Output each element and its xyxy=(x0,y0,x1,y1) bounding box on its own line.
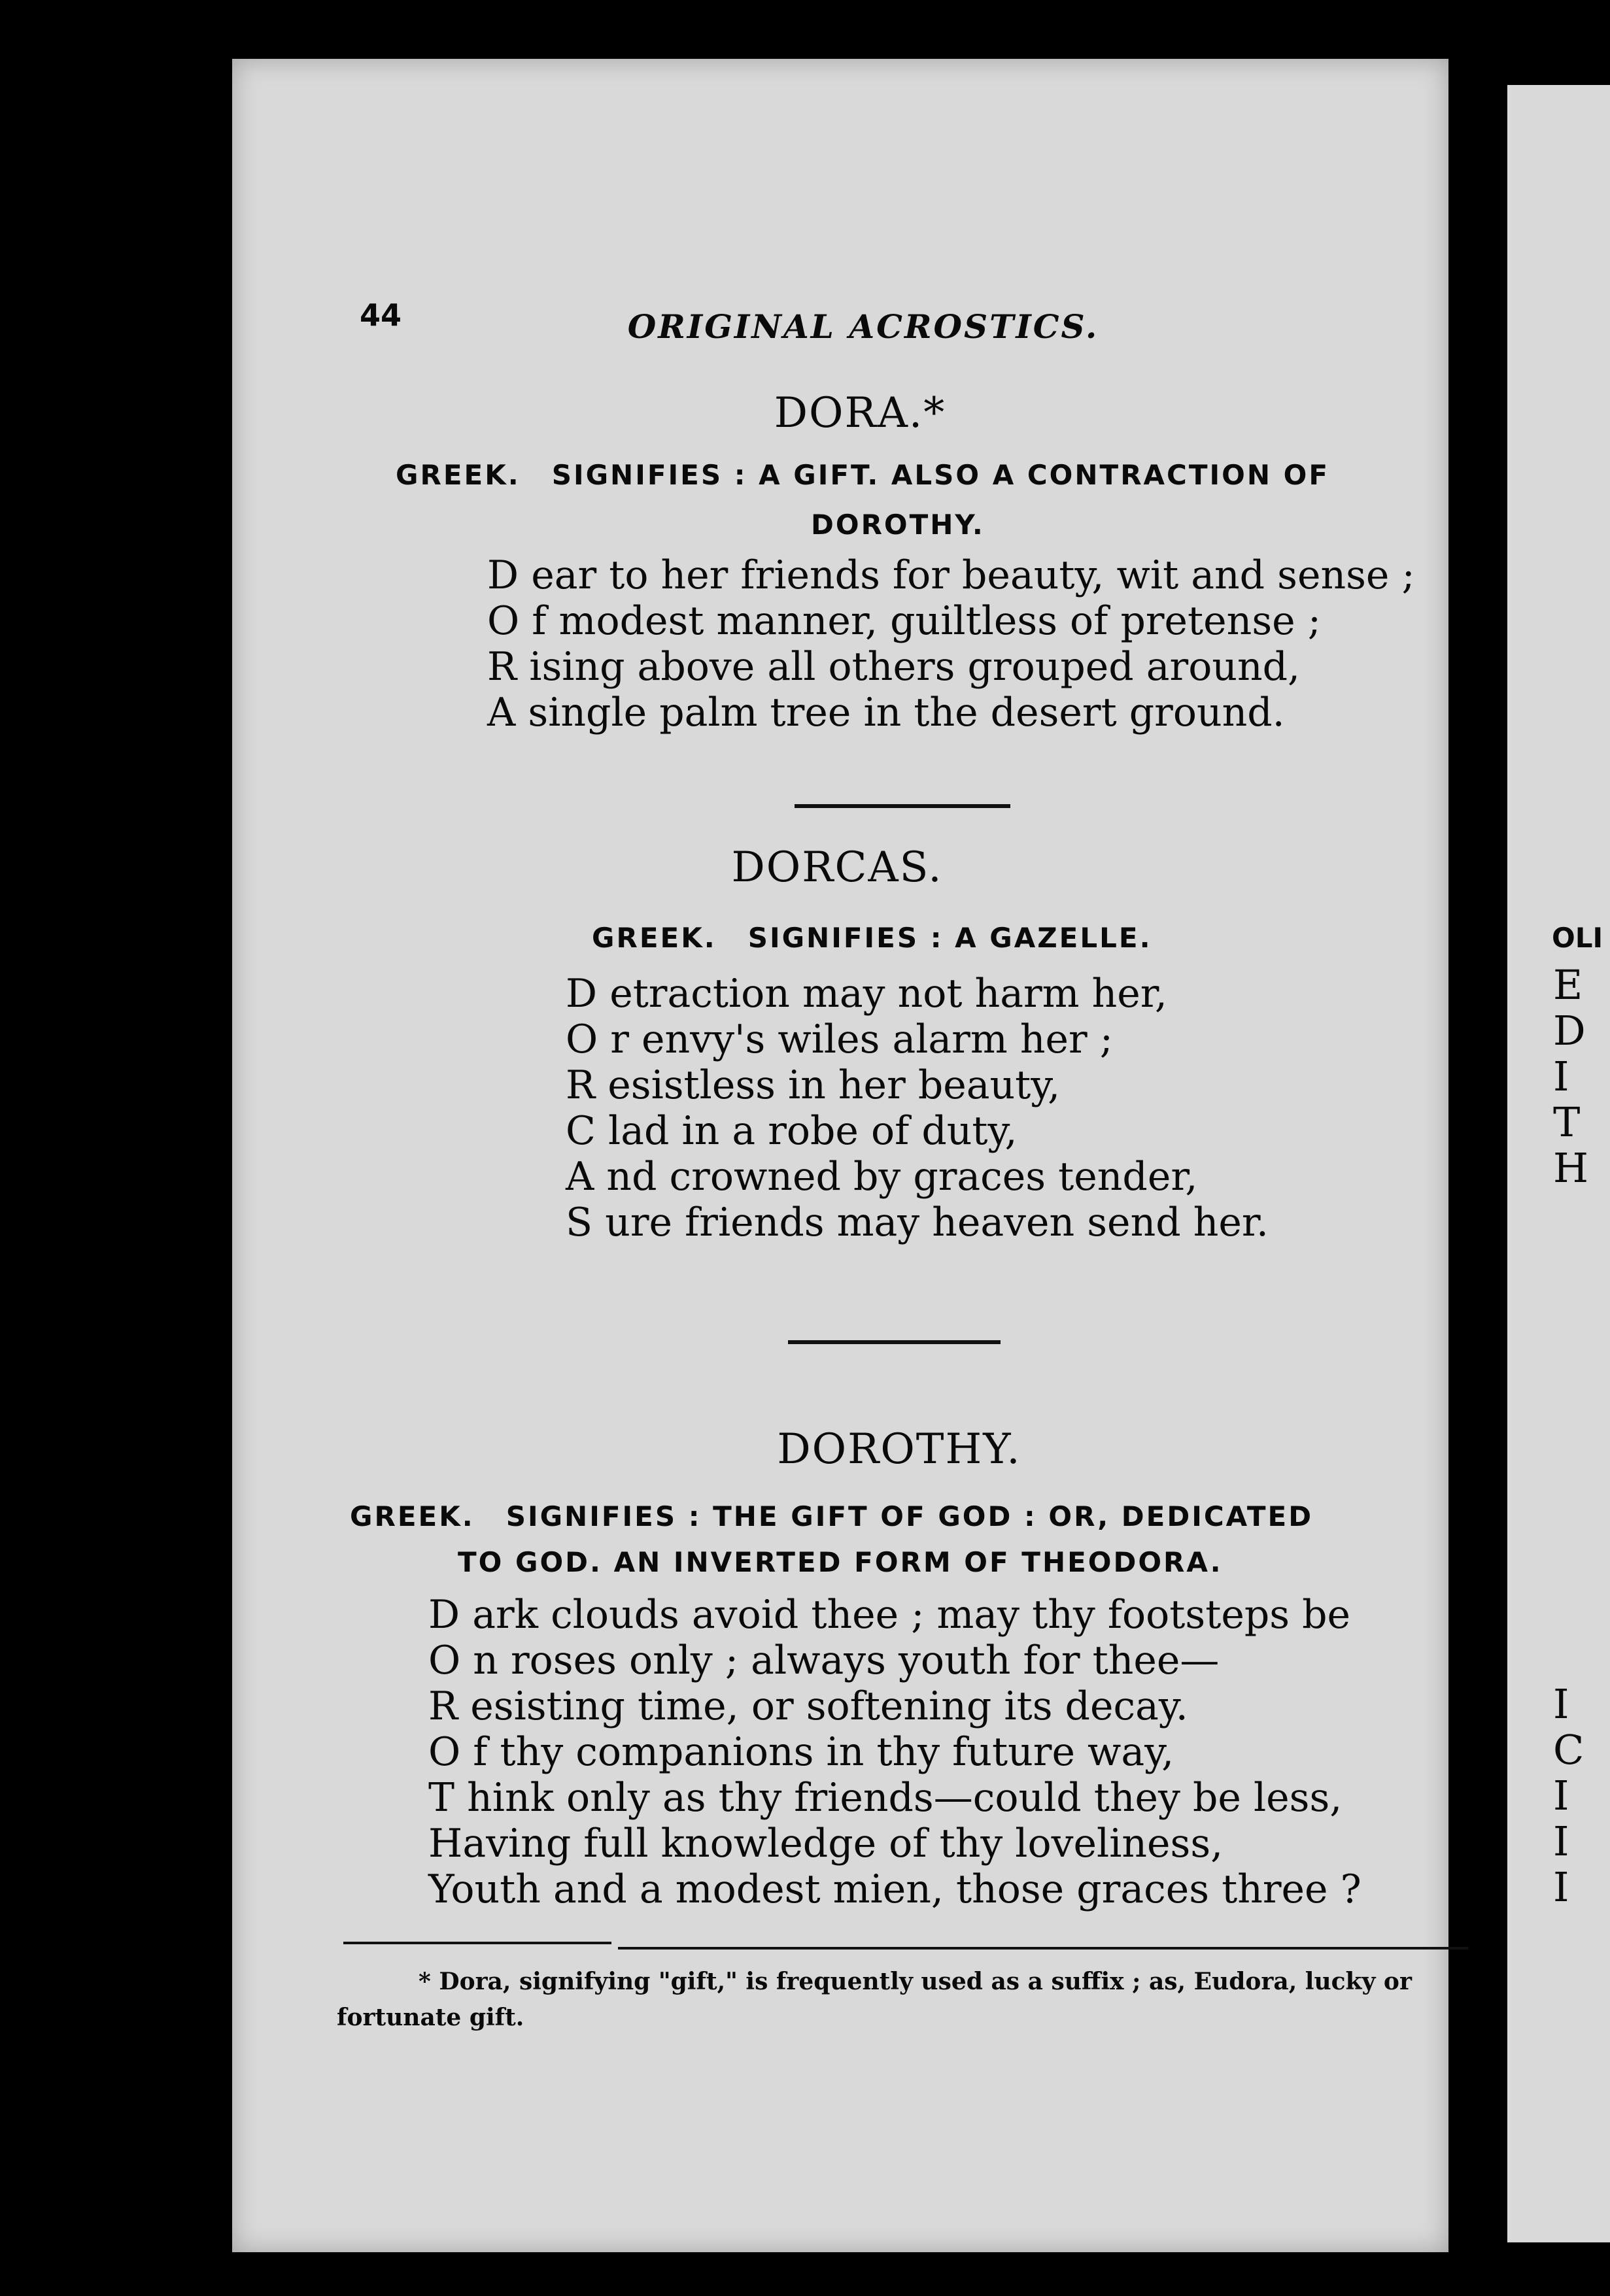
page-number: 44 xyxy=(360,297,402,333)
section-divider xyxy=(788,1340,1001,1344)
footnote-text: fortunate gift. xyxy=(337,2004,524,2031)
footnote-rule xyxy=(343,1942,611,1944)
entry-meaning-line: SIGNIFIES : THE GIFT OF GOD : OR, DEDICATED xyxy=(505,1500,1314,1532)
facing-page-label: OLI xyxy=(1552,922,1603,954)
acrostic-line: S ure friends may heaven send her. xyxy=(566,1200,1269,1245)
facing-page-fragment xyxy=(1507,85,1610,2242)
book-page xyxy=(232,59,1448,2252)
acrostic-line: R esisting time, or softening its decay. xyxy=(428,1683,1188,1729)
facing-page-letter: I xyxy=(1553,1772,1569,1819)
facing-page-letter: I xyxy=(1553,1680,1569,1728)
entry-meaning-dorcas xyxy=(592,922,1152,954)
acrostic-line: A single palm tree in the desert ground. xyxy=(487,690,1285,735)
running-head: ORIGINAL ACROSTICS. xyxy=(627,307,1099,346)
footnote-rule xyxy=(618,1947,1468,1950)
acrostic-line: D ear to her friends for beauty, wit and sense ; xyxy=(487,552,1415,598)
facing-page-letter: H xyxy=(1553,1144,1589,1192)
acrostic-line: D ark clouds avoid thee ; may thy footsteps be xyxy=(428,1592,1351,1638)
acrostic-line: R esistless in her beauty, xyxy=(566,1062,1061,1108)
facing-page-letter: I xyxy=(1553,1053,1569,1100)
facing-page-letter: C xyxy=(1553,1726,1584,1774)
entry-title-dora: DORA.* xyxy=(774,389,946,437)
footnote-text: * Dora, signifying "gift," is frequently used as a suffix ; as, Eudora, lucky or xyxy=(419,1968,1412,1995)
facing-page-letter: I xyxy=(1553,1817,1569,1865)
entry-meaning-dorothy xyxy=(350,1500,1313,1532)
facing-page-letter: D xyxy=(1553,1007,1586,1055)
entry-meaning-dora-cont: DOROTHY. xyxy=(811,509,985,541)
section-divider xyxy=(795,804,1010,808)
entry-meaning-line: SIGNIFIES : A GIFT. ALSO A CONTRACTION OF xyxy=(551,459,1330,491)
entry-meaning-dora xyxy=(396,459,1329,491)
entry-title-dorothy: DOROTHY. xyxy=(777,1425,1021,1474)
facing-page-letter: T xyxy=(1553,1098,1581,1146)
acrostic-line: R ising above all others grouped around, xyxy=(487,644,1301,690)
acrostic-line: A nd crowned by graces tender, xyxy=(566,1154,1198,1200)
acrostic-line: D etraction may not harm her, xyxy=(566,971,1167,1017)
entry-meaning-dorothy-cont: TO GOD. AN INVERTED FORM OF THEODORA. xyxy=(458,1546,1223,1578)
facing-page-letter: E xyxy=(1553,961,1583,1009)
acrostic-line: C lad in a robe of duty, xyxy=(566,1108,1018,1154)
entry-meaning-line: SIGNIFIES : A GAZELLE. xyxy=(747,922,1152,954)
entry-origin: GREEK. xyxy=(396,459,521,491)
acrostic-line: Youth and a modest mien, those graces three ? xyxy=(428,1866,1362,1912)
acrostic-line: O n roses only ; always youth for thee— xyxy=(428,1638,1220,1683)
acrostic-line: O f modest manner, guiltless of pretense ; xyxy=(487,598,1321,644)
entry-title-dorcas: DORCAS. xyxy=(731,843,943,892)
acrostic-line: T hink only as thy friends—could they be less, xyxy=(428,1775,1343,1821)
entry-origin: GREEK. xyxy=(592,922,717,954)
acrostic-line: O r envy's wiles alarm her ; xyxy=(566,1017,1113,1062)
acrostic-line: O f thy companions in thy future way, xyxy=(428,1729,1174,1775)
acrostic-line: Having full knowledge of thy loveliness, xyxy=(428,1821,1224,1866)
entry-origin: GREEK. xyxy=(350,1500,475,1532)
facing-page-letter: I xyxy=(1553,1863,1569,1911)
